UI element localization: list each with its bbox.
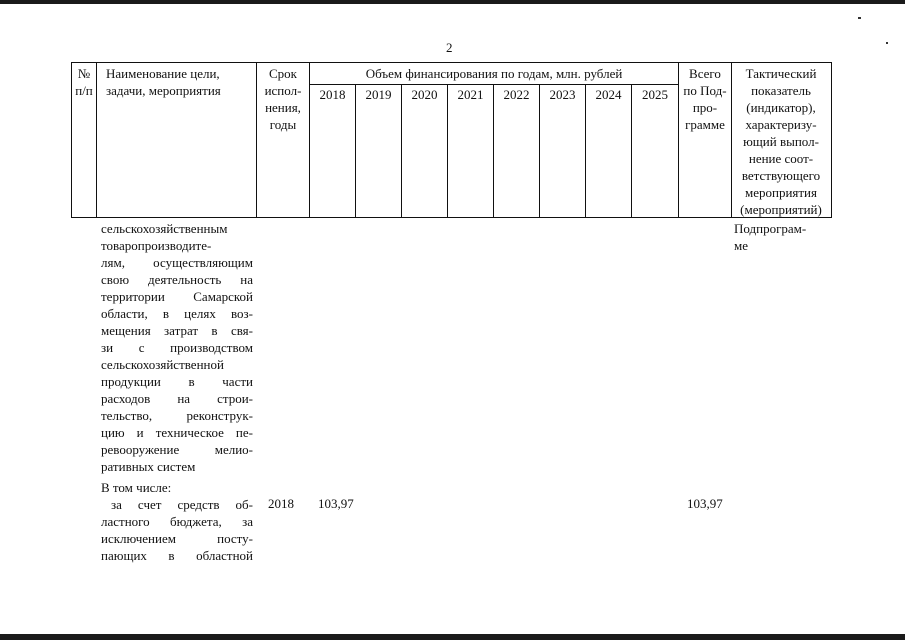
grid-line bbox=[539, 84, 540, 218]
header-text: годы bbox=[269, 117, 297, 132]
year-header-2018: 2018 bbox=[319, 87, 346, 102]
column-header-term bbox=[257, 65, 309, 133]
grid-line bbox=[355, 84, 356, 218]
text-line: пающих в областной bbox=[101, 548, 253, 563]
text-line: ревооружение мелио- bbox=[101, 442, 253, 457]
text-line: исключением посту- bbox=[101, 531, 253, 546]
scan-speck bbox=[886, 42, 888, 44]
text-line: за счет средств об- bbox=[111, 497, 253, 512]
text-line: тельство, реконструк- bbox=[101, 408, 253, 423]
header-text: ветствующего bbox=[741, 168, 821, 183]
header-text: задачи, мероприятия bbox=[106, 83, 221, 98]
header-text: характеризу- bbox=[745, 117, 817, 132]
funding-source-description bbox=[101, 496, 253, 564]
measure-description bbox=[101, 220, 253, 475]
header-text: про- bbox=[692, 100, 718, 115]
text-line: мещения затрат в свя- bbox=[101, 323, 253, 338]
header-text: по Под- bbox=[683, 83, 727, 98]
header-text: испол- bbox=[264, 83, 302, 98]
year-header-2019: 2019 bbox=[365, 87, 392, 102]
header-text: Срок bbox=[269, 66, 297, 81]
header-text: нения, bbox=[265, 100, 301, 115]
text-line: лям, осуществляющим bbox=[101, 255, 253, 270]
grid-line bbox=[96, 62, 97, 218]
text-line: ме bbox=[734, 238, 748, 253]
text-line: В том числе: bbox=[101, 480, 172, 495]
column-header-funding bbox=[310, 65, 678, 82]
column-header-indicator bbox=[730, 65, 832, 218]
text-line: области, в целях воз- bbox=[101, 306, 253, 321]
header-text: Тактический bbox=[745, 66, 817, 81]
text-line: ративных систем bbox=[101, 459, 196, 474]
year-header-2021: 2021 bbox=[457, 87, 484, 102]
header-text: (мероприятий) bbox=[740, 202, 822, 217]
scan-bottom-border bbox=[0, 634, 905, 640]
grid-line bbox=[447, 84, 448, 218]
text-line: зи с производством bbox=[101, 340, 253, 355]
text-line: территории Самарской bbox=[101, 289, 253, 304]
header-text: нение соот- bbox=[748, 151, 814, 166]
header-text: ющий выпол- bbox=[743, 134, 819, 149]
header-text: Всего bbox=[689, 66, 721, 81]
header-text: грамме bbox=[685, 117, 725, 132]
execution-term: 2018 bbox=[268, 496, 294, 511]
in-total-label bbox=[101, 479, 253, 496]
grid-line bbox=[631, 84, 632, 218]
text-line: расходов на строи- bbox=[101, 391, 253, 406]
grid-line bbox=[401, 84, 402, 218]
header-text: п/п bbox=[75, 83, 93, 98]
funding-total-value: 103,97 bbox=[687, 496, 723, 511]
header-text: Объем финансирования по годам, млн. рублей bbox=[365, 66, 623, 81]
year-header-2023: 2023 bbox=[549, 87, 576, 102]
year-header-2025: 2025 bbox=[642, 87, 668, 102]
scan-speck bbox=[858, 17, 861, 19]
column-header-name bbox=[106, 65, 256, 99]
grid-line bbox=[71, 217, 831, 218]
text-line: сельскохозяйственной bbox=[101, 357, 224, 372]
scan-top-border bbox=[0, 0, 905, 4]
year-header-2020: 2020 bbox=[411, 87, 438, 102]
grid-line bbox=[493, 84, 494, 218]
text-line: продукции в части bbox=[101, 374, 253, 389]
page-number: 2 bbox=[446, 40, 453, 55]
text-line: сельскохозяйственным bbox=[101, 221, 228, 236]
header-text: показатель bbox=[751, 83, 811, 98]
header-text: мероприятия bbox=[744, 185, 817, 200]
grid-line bbox=[71, 62, 831, 63]
text-line: цию и техническое пе- bbox=[101, 425, 253, 440]
header-text: Наименование цели, bbox=[106, 66, 220, 81]
year-header-2022: 2022 bbox=[503, 87, 530, 102]
text-line: товаропроизводите- bbox=[101, 238, 212, 253]
year-header-2024: 2024 bbox=[595, 87, 622, 102]
header-text: (индикатор), bbox=[746, 100, 816, 115]
column-header-total bbox=[679, 65, 731, 133]
funding-2018-value: 103,97 bbox=[318, 496, 354, 511]
grid-line bbox=[585, 84, 586, 218]
text-line: свою деятельность на bbox=[101, 272, 253, 287]
column-header-number bbox=[72, 65, 96, 99]
text-line: ластного бюджета, за bbox=[101, 514, 253, 529]
header-text: № bbox=[77, 66, 91, 81]
text-line: Подпрограм- bbox=[734, 221, 807, 236]
indicator-value bbox=[734, 220, 830, 254]
